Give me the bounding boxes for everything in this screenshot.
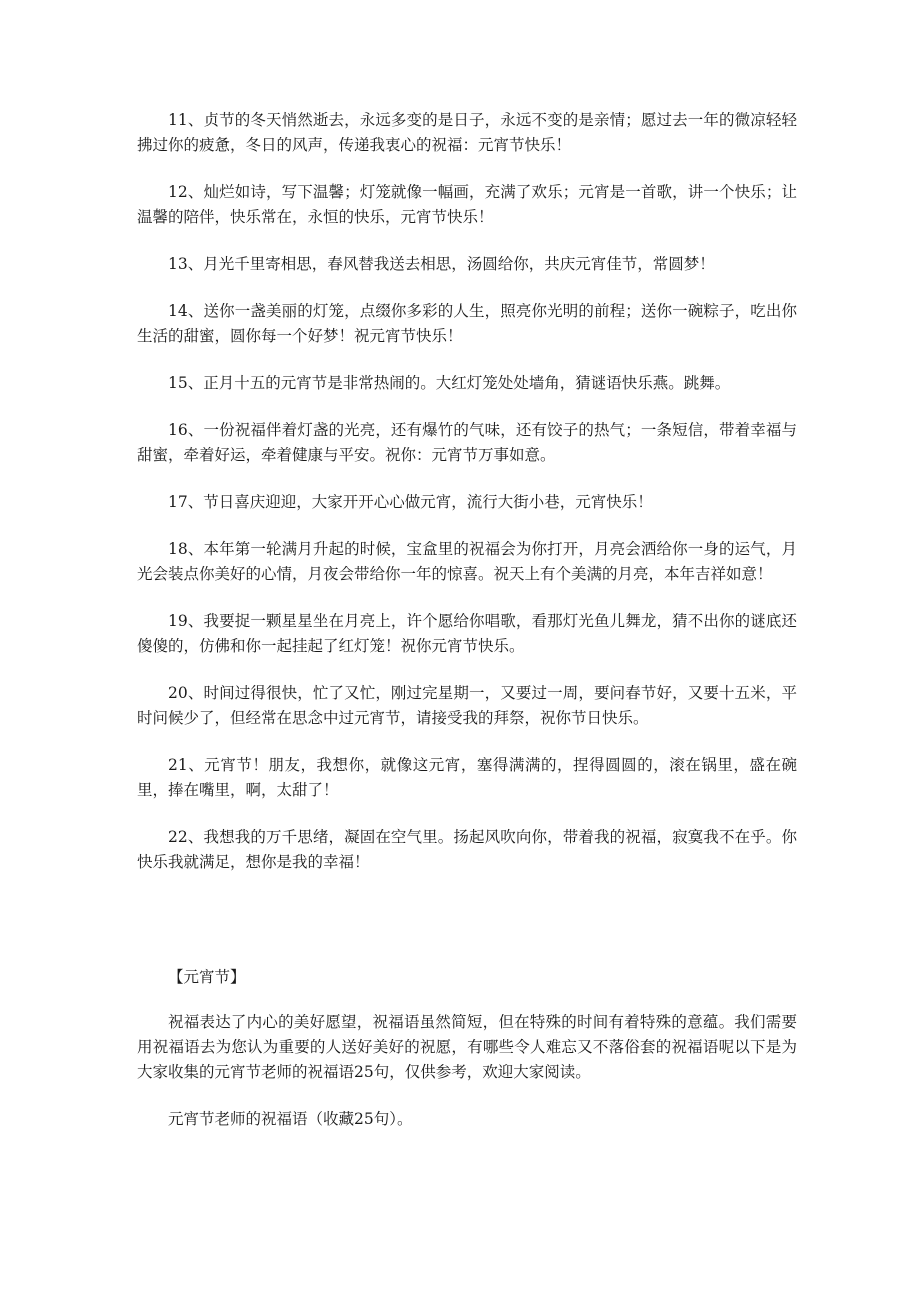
section-heading: 【元宵节】	[168, 968, 246, 986]
blessing-paragraph: 13、月光千里寄相思，春风替我送去相思，汤圆给你，共庆元宵佳节，常圆梦！	[168, 255, 715, 273]
blessing-paragraph: 17、节日喜庆迎迎，大家开开心心做元宵，流行大街小巷，元宵快乐！	[168, 493, 653, 511]
blessing-paragraph: 12、灿烂如诗，写下温馨；灯笼就像一幅画，充满了欢乐；元宵是一首歌，讲一个快乐；让温馨的陪伴，快乐常在，永恒的快乐，元宵节快乐！	[137, 183, 797, 226]
section-subtitle: 元宵节老师的祝福语（收藏25句）。	[168, 1110, 413, 1128]
blessing-paragraph: 20、时间过得很快，忙了又忙，刚过完星期一，又要过一周，要问春节好，又要十五米，平时问候少了，但经常在思念中过元宵节，请接受我的拜祭，祝你节日快乐。	[137, 684, 797, 727]
blessing-paragraph: 16、一份祝福伴着灯盏的光亮，还有爆竹的气味，还有饺子的热气；一条短信，带着幸福与甜蜜，牵着好运，牵着健康与平安。祝你：元宵节万事如意。	[137, 421, 797, 464]
blessing-paragraph: 22、我想我的万千思绪，凝固在空气里。扬起风吹向你，带着我的祝福，寂寞我不在乎。你快乐我就满足，想你是我的幸福！	[137, 828, 797, 871]
document-page	[137, 108, 797, 1132]
blessing-paragraph: 18、本年第一轮满月升起的时候，宝盒里的祝福会为你打开，月亮会洒给你一身的运气，月光会装点你美好的心情，月夜会带给你一年的惊喜。祝天上有个美满的月亮，本年吉祥如意！	[137, 540, 797, 583]
blessing-paragraph: 15、正月十五的元宵节是非常热闹的。大红灯笼处处墙角，猜谜语快乐燕。跳舞。	[168, 374, 731, 392]
intro-paragraph: 祝福表达了内心的美好愿望，祝福语虽然简短，但在特殊的时间有着特殊的意蕴。我们需要用祝福语去为您认为重要的人送好美好的祝愿，有哪些令人难忘又不落俗套的祝福语呢以下是为大家收集的元宵节老师的祝福语25句，仅供参考，欢迎大家阅读。	[137, 1013, 797, 1081]
blessing-paragraph: 21、元宵节！朋友，我想你，就像这元宵，塞得满满的，捏得圆圆的，滚在锅里，盛在碗里，捧在嘴里，啊，太甜了！	[137, 756, 797, 799]
blessing-paragraph: 14、送你一盏美丽的灯笼，点缀你多彩的人生，照亮你光明的前程；送你一碗粽子，吃出你生活的甜蜜，圆你每一个好梦！祝元宵节快乐！	[137, 302, 797, 345]
blessing-paragraph: 11、贞节的冬天悄然逝去，永远多变的是日子，永远不变的是亲情；愿过去一年的微凉轻轻拂过你的疲惫，冬日的风声，传递我衷心的祝福：元宵节快乐！	[137, 111, 797, 154]
blessing-paragraph: 19、我要捉一颗星星坐在月亮上，许个愿给你唱歌，看那灯光鱼儿舞龙，猜不出你的谜底还傻傻的，仿佛和你一起挂起了红灯笼！祝你元宵节快乐。	[137, 612, 797, 655]
